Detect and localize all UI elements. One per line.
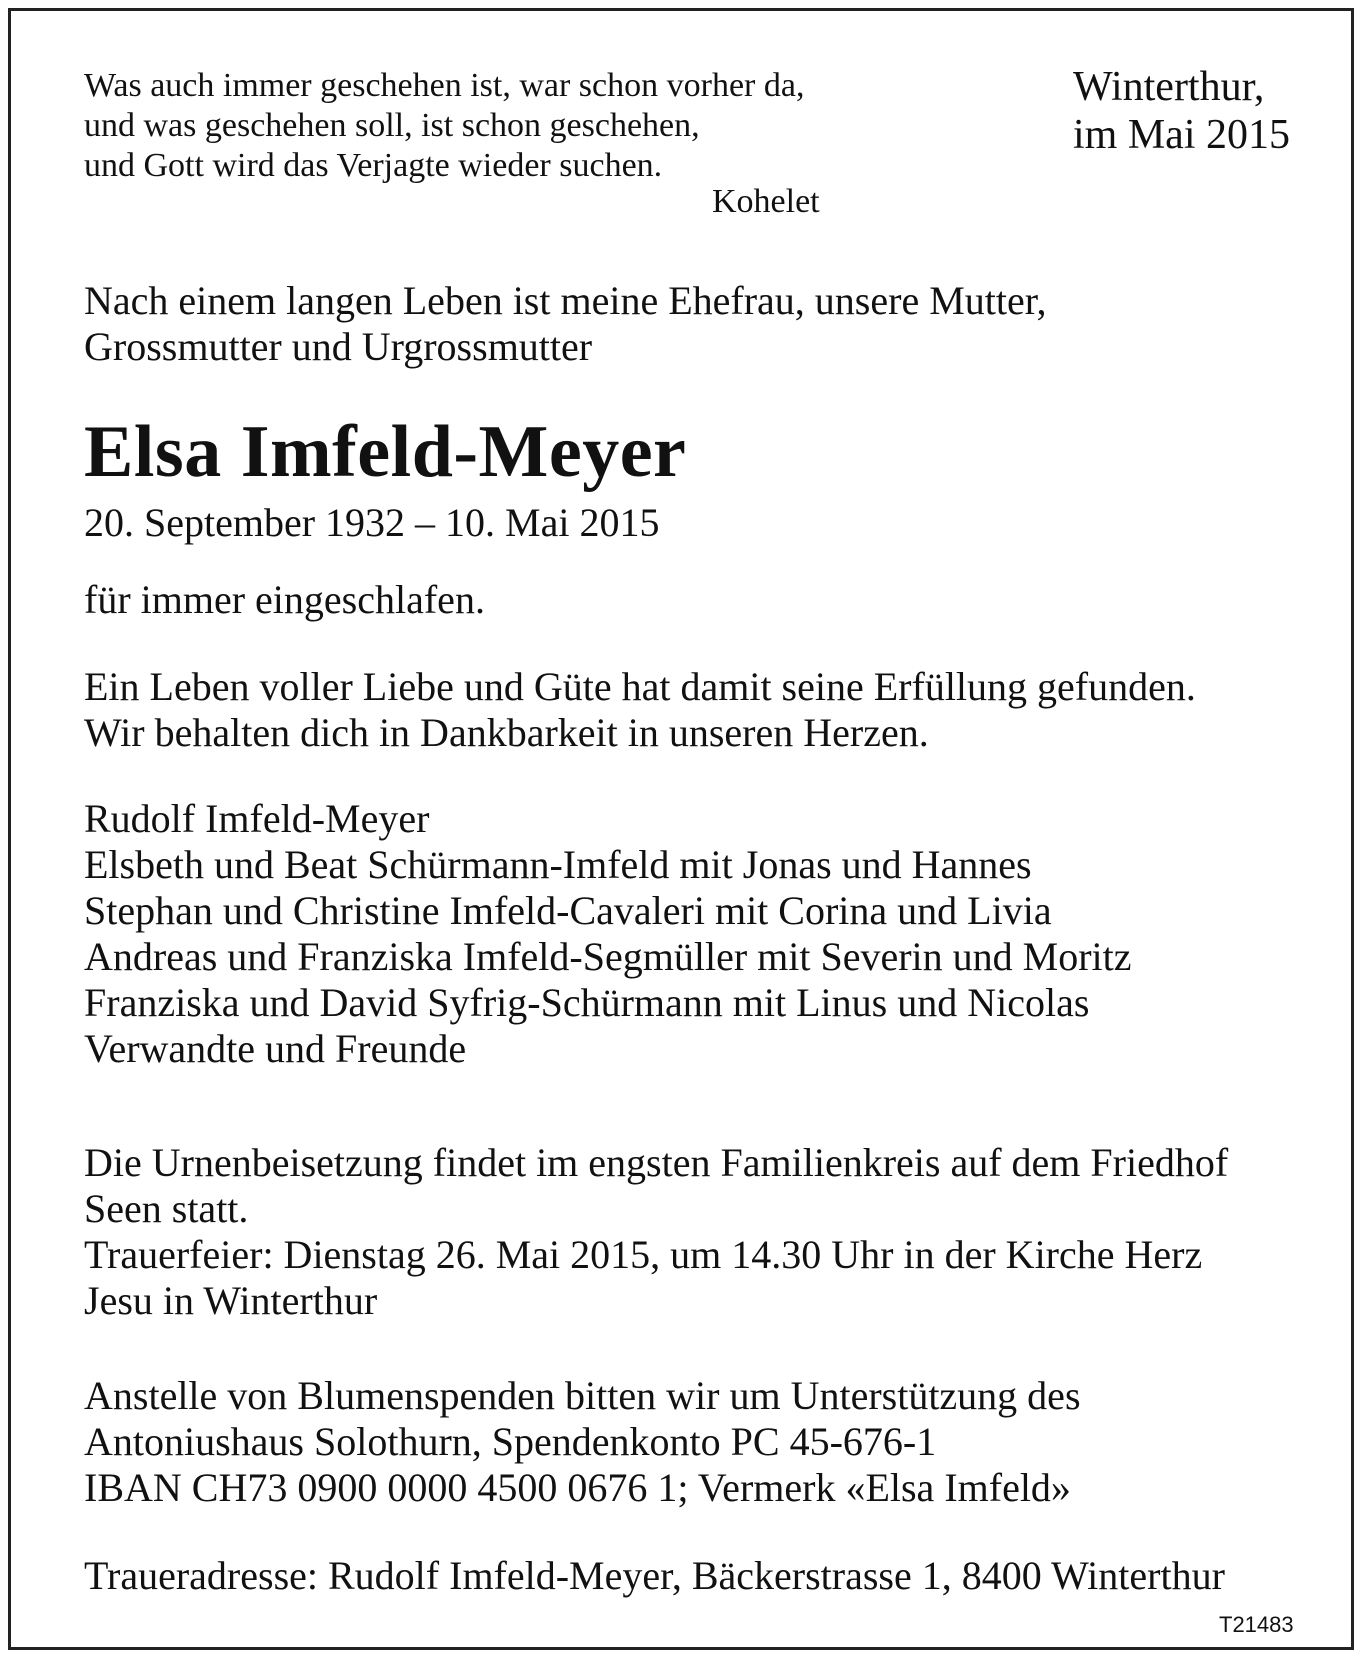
mourner-line: Rudolf Imfeld-Meyer <box>84 796 430 841</box>
reference-code: T21483 <box>1219 1612 1294 1637</box>
funeral-line: Die Urnenbeisetzung findet im engsten Familienkreis auf dem Friedhof <box>84 1140 1229 1185</box>
motto-line: Was auch immer geschehen ist, war schon vorher da, <box>84 67 805 104</box>
mourner-line: Elsbeth und Beat Schürmann-Imfeld mit Jonas und Hannes <box>84 842 1032 887</box>
intro-line: Grossmutter und Urgrossmutter <box>84 324 593 369</box>
deceased-name: Elsa Imfeld-Meyer <box>84 411 687 493</box>
mourners-list <box>84 796 1132 1072</box>
passing-line: für immer eingeschlafen. <box>84 577 485 622</box>
mourner-line: Verwandte und Freunde <box>84 1026 467 1071</box>
place: Winterthur, <box>1073 64 1265 110</box>
address-line: Traueradresse: Rudolf Imfeld-Meyer, Bäckerstrasse 1, 8400 Winterthur <box>84 1553 1225 1598</box>
tribute-line: Ein Leben voller Liebe und Güte hat damit seine Erfüllung gefunden. <box>84 664 1196 709</box>
mourner-line: Franziska und David Syfrig-Schürmann mit Linus und Nicolas <box>84 980 1090 1025</box>
intro-line: Nach einem langen Leben ist meine Ehefrau, unsere Mutter, <box>84 278 1047 323</box>
mourner-line: Stephan und Christine Imfeld-Cavaleri mit Corina und Livia <box>84 888 1052 933</box>
donation-line: Antoniushaus Solothurn, Spendenkonto PC 45-676-1 <box>84 1419 937 1464</box>
funeral-info <box>84 1140 1228 1324</box>
donation-info <box>84 1373 1081 1511</box>
passing-text <box>84 577 485 623</box>
donation-line: IBAN CH73 0900 0000 4500 0676 1; Vermerk «Elsa Imfeld» <box>84 1465 1071 1510</box>
motto-line: und was geschehen soll, ist schon geschehen, <box>84 107 700 144</box>
motto-line: und Gott wird das Verjagte wieder suchen. <box>84 147 663 184</box>
mourning-address <box>84 1553 1225 1599</box>
donation-line: Anstelle von Blumenspenden bitten wir um Unterstützung des <box>84 1373 1081 1418</box>
tribute-line: Wir behalten dich in Dankbarkeit in unseren Herzen. <box>84 710 929 755</box>
funeral-line: Jesu in Winterthur <box>84 1278 378 1323</box>
date: im Mai 2015 <box>1073 112 1290 158</box>
life-dates: 20. September 1932 – 10. Mai 2015 <box>84 500 660 545</box>
funeral-line: Trauerfeier: Dienstag 26. Mai 2015, um 14.30 Uhr in der Kirche Herz <box>84 1232 1203 1277</box>
place-date <box>1073 63 1290 159</box>
intro-text <box>84 278 1046 370</box>
mourner-line: Andreas und Franziska Imfeld-Segmüller mit Severin und Moritz <box>84 934 1132 979</box>
motto-quote <box>84 66 864 186</box>
motto-source: Kohelet <box>712 183 820 220</box>
funeral-line: Seen statt. <box>84 1186 249 1231</box>
tribute-text <box>84 664 1196 756</box>
